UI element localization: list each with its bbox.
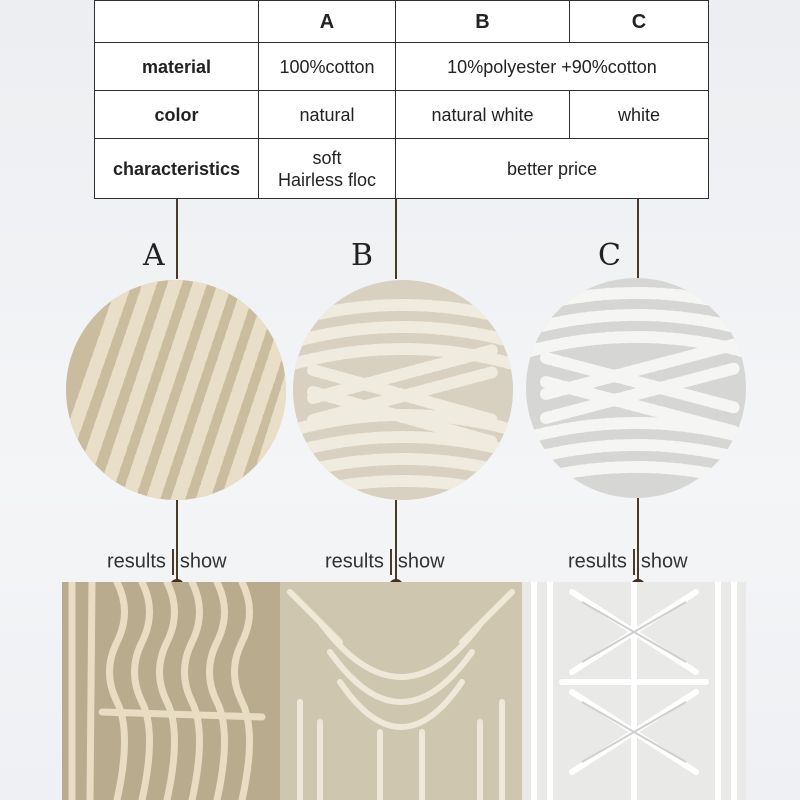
connector-line-a-top xyxy=(176,199,178,279)
row-label-material: material xyxy=(95,43,259,91)
color-b: natural white xyxy=(396,91,570,139)
results-label-a xyxy=(107,549,227,575)
results-b-left: results xyxy=(325,550,384,573)
characteristics-a-line1: soft xyxy=(312,147,342,168)
spec-table xyxy=(94,0,709,199)
rope-sample-a-image xyxy=(66,280,286,500)
characteristics-bc: better price xyxy=(396,139,709,199)
results-label-c xyxy=(568,549,688,575)
sample-letter-a: A xyxy=(143,238,165,273)
results-a-right: show xyxy=(179,550,227,573)
characteristics-a-line2: Hairless floc xyxy=(277,169,377,190)
row-label-characteristics: characteristics xyxy=(95,139,259,199)
connector-line-b-top xyxy=(395,199,397,279)
results-a-left: results xyxy=(107,550,166,573)
result-photo-c xyxy=(522,582,746,800)
table-row-characteristics xyxy=(95,139,709,199)
characteristics-a xyxy=(259,139,396,199)
color-c: white xyxy=(570,91,709,139)
result-photo-a xyxy=(62,582,280,800)
sample-letter-c: C xyxy=(598,238,621,273)
table-row-color xyxy=(95,91,709,139)
result-photo-b xyxy=(280,582,522,800)
rope-sample-b-image xyxy=(293,280,513,500)
header-b: B xyxy=(396,1,570,43)
row-label-color: color xyxy=(95,91,259,139)
results-a-separator xyxy=(172,549,174,575)
color-a: natural xyxy=(259,91,396,139)
header-a: A xyxy=(259,1,396,43)
sample-letter-b: B xyxy=(351,238,374,273)
results-b-separator xyxy=(390,549,392,575)
connector-line-c-top xyxy=(637,199,639,279)
results-c-separator xyxy=(633,549,635,575)
results-label-b xyxy=(325,549,445,575)
results-c-right: show xyxy=(640,550,688,573)
material-a: 100%cotton xyxy=(259,43,396,91)
header-empty xyxy=(95,1,259,43)
rope-sample-c-image xyxy=(526,278,746,498)
results-b-right: show xyxy=(397,550,445,573)
header-c: C xyxy=(570,1,709,43)
table-header-row xyxy=(95,1,709,43)
results-c-left: results xyxy=(568,550,627,573)
table-row-material xyxy=(95,43,709,91)
material-bc: 10%polyester +90%cotton xyxy=(396,43,709,91)
